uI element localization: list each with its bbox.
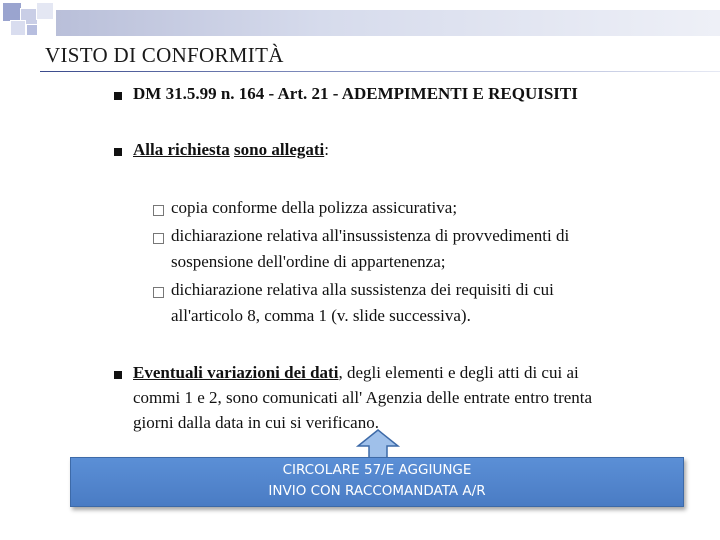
checklist-item-3-line2: all'articolo 8, comma 1 (v. slide successiva). — [171, 306, 471, 325]
attachments-label-part1: Alla richiesta — [133, 140, 230, 159]
bullet-marker — [114, 148, 122, 156]
banner-line1: CIRCOLARE 57/E AGGIUNGE — [282, 462, 472, 478]
variations-line1-rest: , degli elementi e degli atti di cui ai — [338, 363, 579, 382]
variations-line1 — [133, 363, 579, 383]
variations-emphasis: Eventuali variazioni dei dati — [133, 363, 339, 382]
checkbox-icon — [153, 205, 164, 216]
variations-line2: commi 1 e 2, sono comunicati all' Agenzia delle entrate entro trenta — [133, 388, 593, 407]
attachments-label-colon: : — [324, 140, 329, 159]
page-title: VISTO DI CONFORMITÀ — [45, 43, 284, 67]
checklist-item-2-line1: dichiarazione relativa all'insussistenza di provvedimenti di — [171, 226, 570, 245]
variations-line3: giorni dalla data in cui si verificano. — [133, 413, 379, 432]
bullet-marker — [114, 92, 122, 100]
deco-square — [36, 2, 54, 20]
deco-square — [2, 2, 22, 22]
checkbox-icon — [153, 287, 164, 298]
banner-line2: INVIO CON RACCOMANDATA A/R — [268, 483, 486, 499]
checkbox-icon — [153, 233, 164, 244]
bullet-marker — [114, 371, 122, 379]
deco-square — [10, 20, 26, 36]
header-bar — [56, 10, 720, 36]
checklist-item-3-line1: dichiarazione relativa alla sussistenza dei requisiti di cui — [171, 280, 554, 299]
deco-square — [26, 24, 38, 36]
header-decoration — [0, 0, 720, 40]
attachments-label-part2: sono allegati — [234, 140, 325, 159]
bullet-text-attachments — [133, 140, 329, 160]
title-underline — [40, 71, 720, 72]
checklist-item-2-line2: sospensione dell'ordine di appartenenza; — [171, 252, 446, 271]
checklist-item-1: copia conforme della polizza assicurativa; — [171, 198, 458, 217]
circular-note-banner — [70, 457, 684, 507]
bullet-text-decree: DM 31.5.99 n. 164 - Art. 21 - ADEMPIMENTI E REQUISITI — [133, 84, 578, 103]
